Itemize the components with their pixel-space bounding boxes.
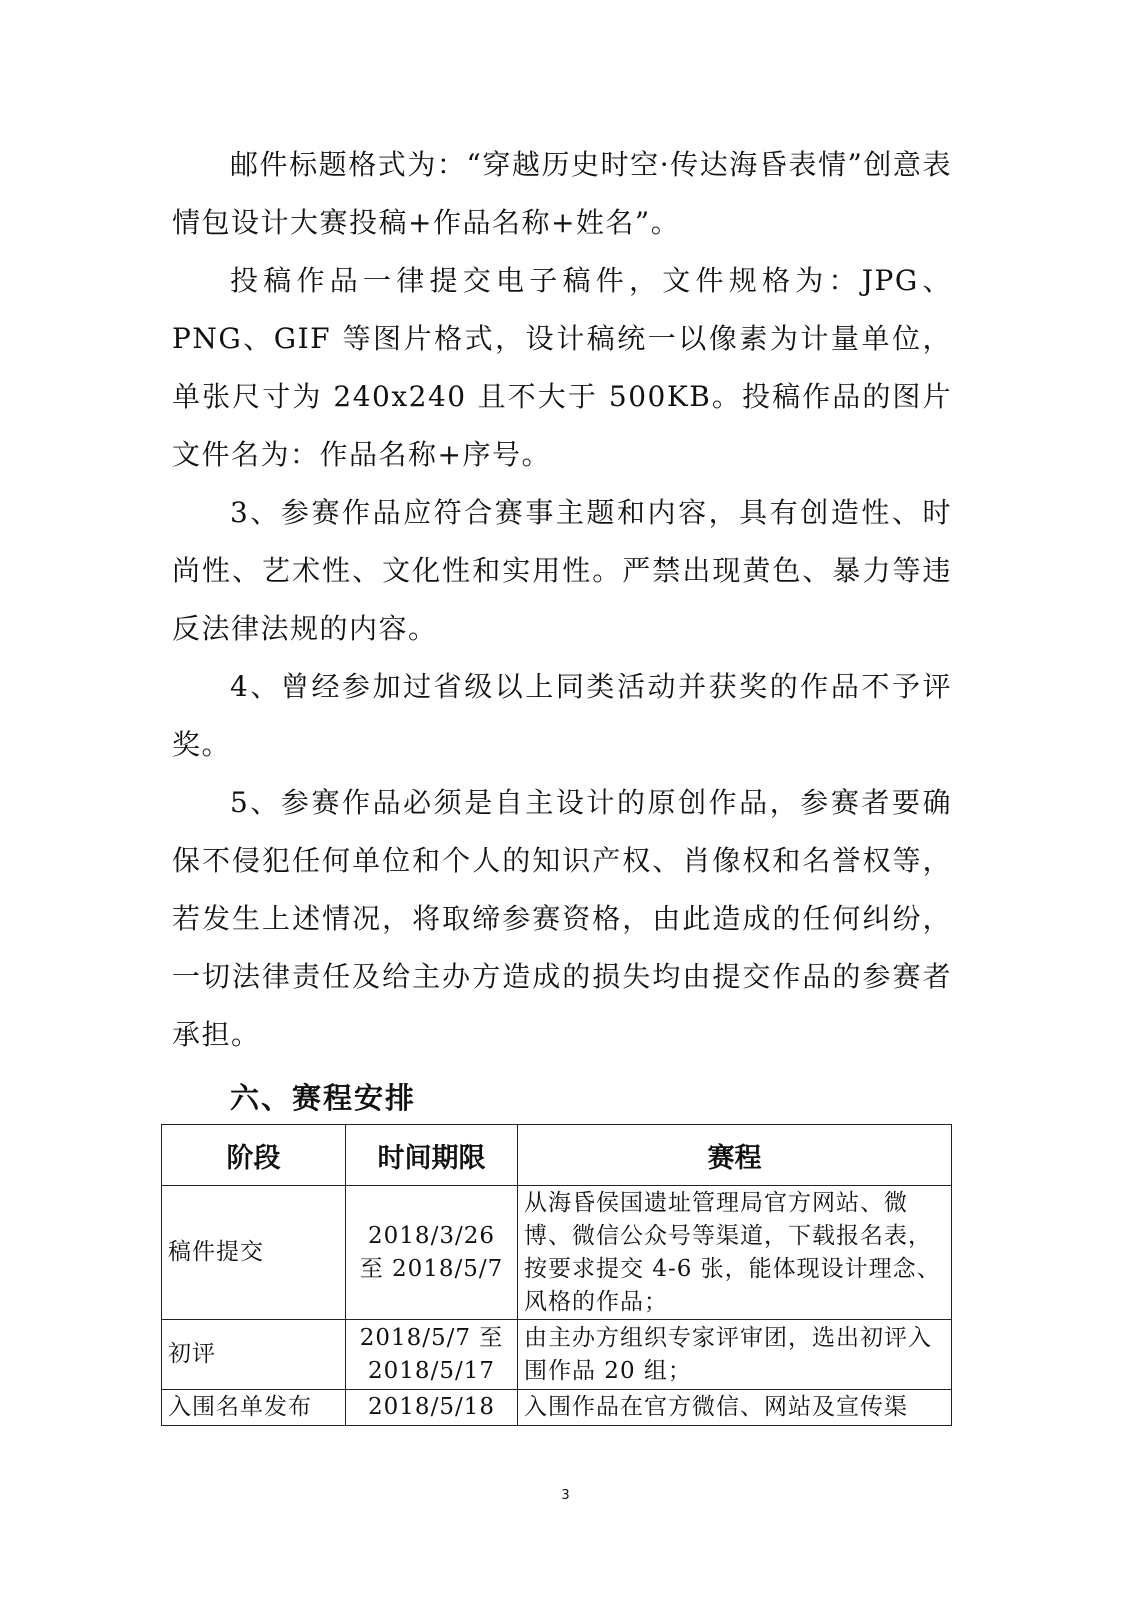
- schedule-table: [161, 1124, 952, 1426]
- cell-detail: 由主办方组织专家评审团，选出初评入围作品 20 组；: [518, 1320, 952, 1390]
- header-schedule: 赛程: [518, 1125, 952, 1186]
- table-row: [162, 1320, 952, 1390]
- cell-time: 2018/5/18: [346, 1390, 518, 1426]
- cell-stage: 初评: [162, 1320, 346, 1390]
- table-header-row: [162, 1125, 952, 1186]
- paragraph-rule-3: 3、参赛作品应符合赛事主题和内容，具有创造性、时尚性、艺术性、文化性和实用性。严禁出现黄色、暴力等违反法律法规的内容。: [172, 496, 952, 645]
- paragraph-email-subject: 邮件标题格式为：“穿越历史时空·传达海昏表情”创意表情包设计大赛投稿+作品名称+姓名”。: [172, 148, 952, 239]
- body-text: [172, 136, 952, 1064]
- cell-detail: 入围作品在官方微信、网站及宣传渠: [518, 1390, 952, 1426]
- paragraph-file-format: 投稿作品一律提交电子稿件，文件规格为：JPG、PNG、GIF 等图片格式，设计稿统一以像素为计量单位，单张尺寸为 240x240 且不大于 500KB。投稿作品的图片文件名为：作品名称+序号。: [172, 264, 952, 471]
- header-time: 时间期限: [346, 1125, 518, 1186]
- section-heading: 六、赛程安排: [230, 1081, 417, 1115]
- cell-time: 2018/3/26 至 2018/5/7: [346, 1186, 518, 1320]
- header-stage: 阶段: [162, 1125, 346, 1186]
- table-row: [162, 1390, 952, 1426]
- cell-stage: 入围名单发布: [162, 1390, 346, 1426]
- cell-detail: 从海昏侯国遗址管理局官方网站、微博、微信公众号等渠道，下载报名表，按要求提交 4-6 张，能体现设计理念、风格的作品；: [518, 1186, 952, 1320]
- cell-time: 2018/5/7 至 2018/5/17: [346, 1320, 518, 1390]
- page-number: 3: [561, 1488, 570, 1503]
- cell-stage: 稿件提交: [162, 1186, 346, 1320]
- paragraph-rule-4: 4、曾经参加过省级以上同类活动并获奖的作品不予评奖。: [172, 670, 952, 761]
- paragraph-rule-5: 5、参赛作品必须是自主设计的原创作品，参赛者要确保不侵犯任何单位和个人的知识产权、肖像权和名誉权等，若发生上述情况，将取缔参赛资格，由此造成的任何纠纷，一切法律责任及给主办方造成的损失均由提交作品的参赛者承担。: [172, 786, 952, 1051]
- table-row: [162, 1186, 952, 1320]
